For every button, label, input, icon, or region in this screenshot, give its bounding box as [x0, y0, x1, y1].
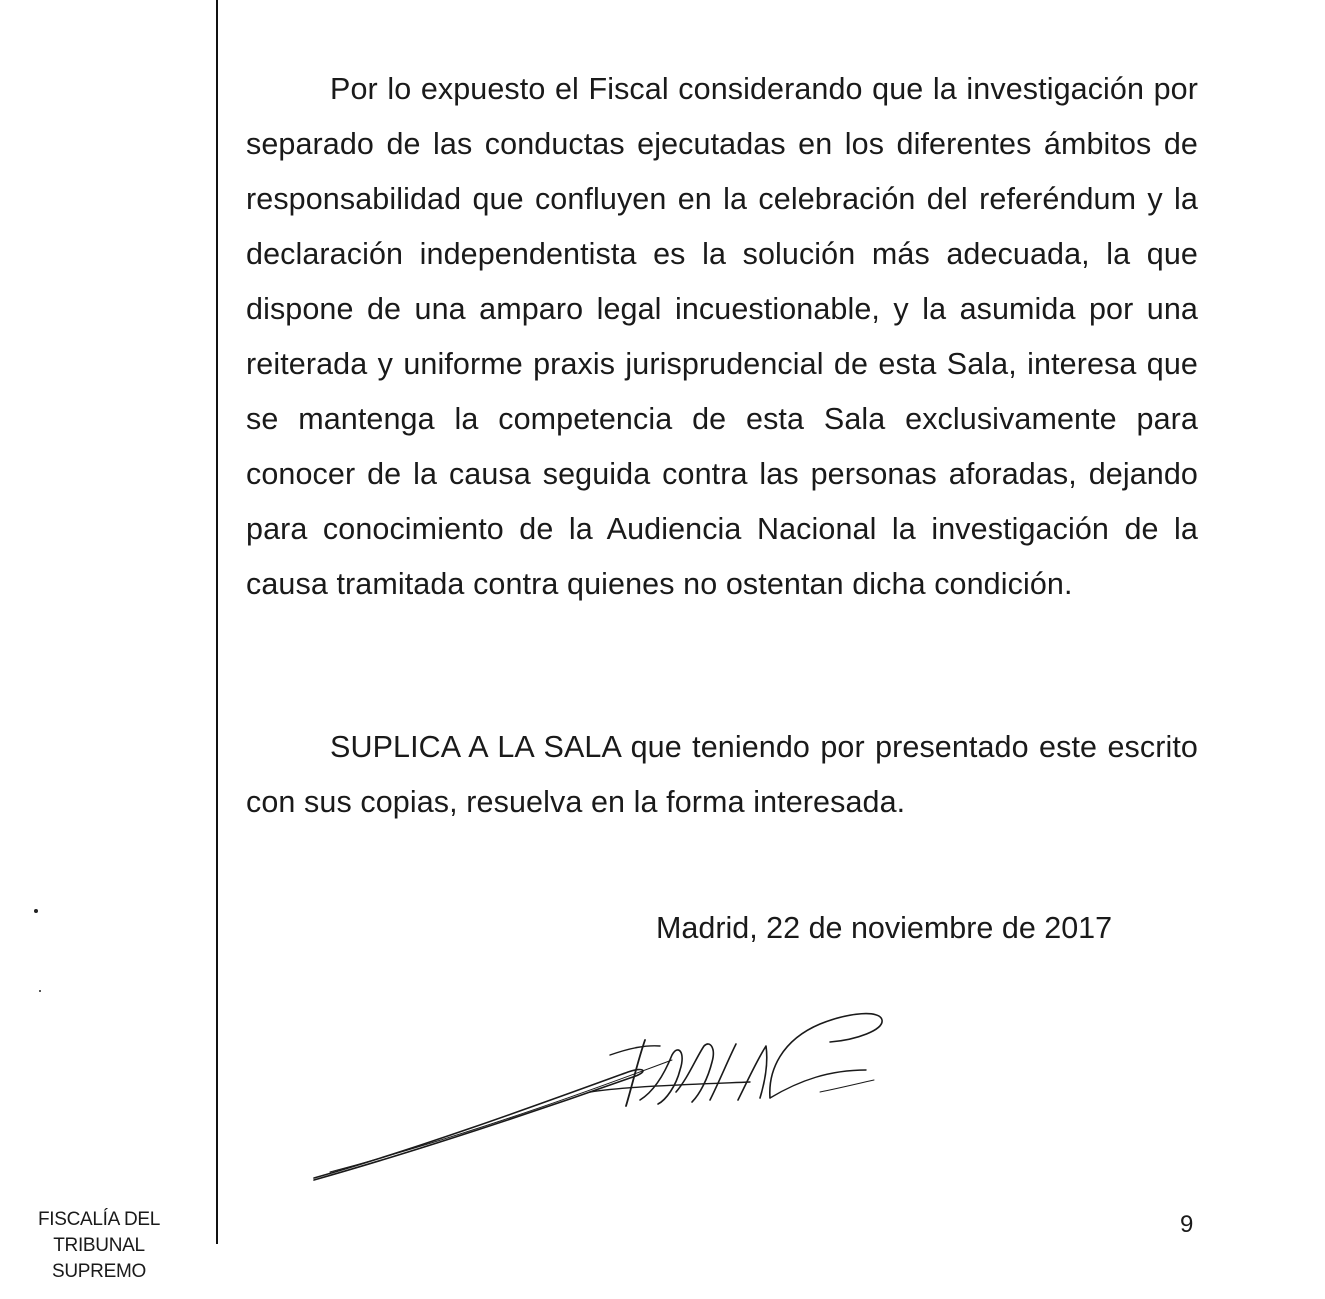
signature-stroke: [820, 1080, 874, 1092]
signature-stroke: [314, 1070, 643, 1180]
margin-rule: [216, 0, 218, 1244]
signature-stroke: [770, 1070, 866, 1098]
signature-stroke: [640, 1050, 682, 1104]
paragraph-conclusion: Por lo expuesto el Fiscal considerando que la investigación por separado de las conductas ejecutadas en los diferentes ámbitos de responsabilidad que confluyen en la celebración del referéndum y la declaración independentista es la solución más adecuada, la que dispone de una amparo legal incuestionable, y la asumida por una reiterada y uniforme praxis jurisprudencial de esta Sala, interesa que se mantenga la competencia de esta Sala exclusivamente para conocer de la causa seguida contra las personas aforadas, dejando para conocimiento de la Audiencia Nacional la investigación de la causa tramitada contra quienes no ostentan dicha condición.: [246, 72, 1198, 601]
scan-speck: [34, 909, 38, 913]
footer-line: TRIBUNAL: [53, 1235, 145, 1256]
document-body: [246, 62, 1198, 830]
footer-line: FISCALÍA DEL: [37, 1209, 161, 1230]
signature-stroke: [738, 1046, 767, 1100]
page-number: 9: [1180, 1211, 1194, 1238]
footer-institution-label: [28, 1207, 170, 1285]
footer-line: SUPREMO: [52, 1261, 146, 1282]
scan-speck: [39, 990, 41, 992]
paragraph-suplica: SUPLICA A LA SALA que teniendo por presentado este escrito con sus copias, resuelva en la forma interesada.: [246, 730, 1198, 819]
signature-stroke: [770, 1014, 882, 1098]
date-line: Madrid, 22 de noviembre de 2017: [656, 911, 1113, 945]
signature: [300, 1000, 900, 1200]
signature-stroke: [330, 1060, 672, 1172]
signature-stroke: [610, 1046, 660, 1055]
